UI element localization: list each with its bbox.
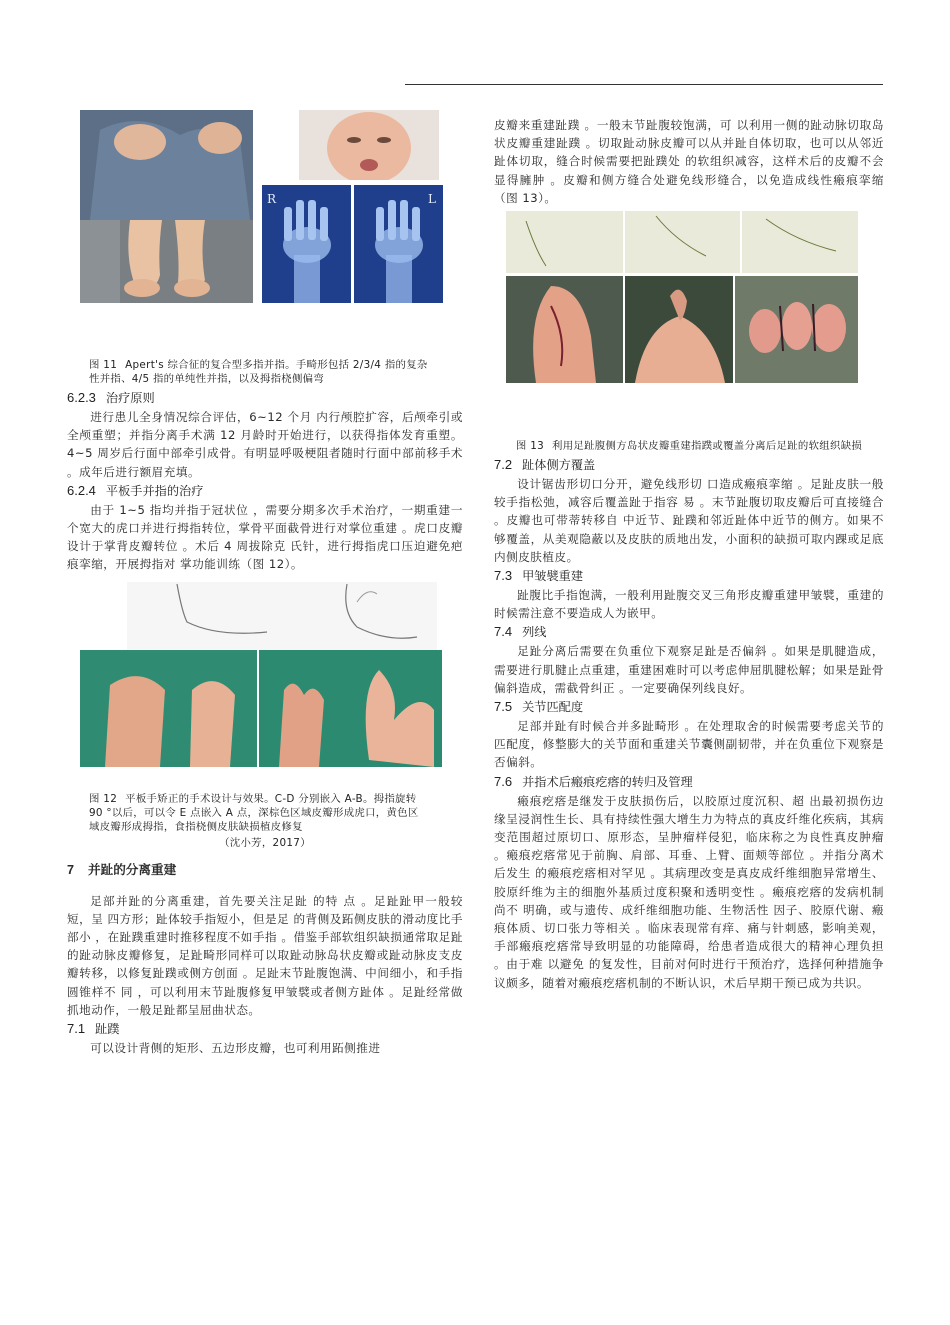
fig11-photo-legs — [80, 110, 253, 303]
fig13-photo-2 — [625, 276, 733, 383]
xray-label-r: R — [267, 192, 277, 206]
heading-title: 列线 — [522, 625, 547, 640]
figure-12 — [67, 582, 463, 782]
heading-title: 治疗原则 — [105, 391, 155, 405]
heading-title: 甲皱襞重建 — [522, 569, 584, 584]
heading-6-2-4 — [67, 481, 463, 501]
heading-num: 7.4 — [494, 624, 513, 640]
fig13-text: 利用足趾腹侧方岛状皮瓣重建指蹼或覆盖分离后足趾的软组织缺损 — [552, 440, 863, 453]
heading-num: 7.6 — [494, 773, 513, 789]
heading-7-6 — [494, 772, 884, 792]
heading-title: 趾体侧方覆盖 — [522, 458, 596, 473]
heading-7-1 — [67, 1019, 463, 1039]
fig13-top-row — [506, 211, 858, 273]
fig13-photo-1 — [506, 276, 623, 383]
heading-num: 7 — [67, 862, 75, 877]
heading-num: 6.2.4 — [67, 482, 96, 498]
heading-num: 7.2 — [494, 457, 513, 473]
para-7-1: 可以设计背侧的矩形、五边形皮瓣，也可利用跖侧推进 — [90, 1041, 381, 1056]
para-7-5: 足部并趾有时候合并多趾畸形 。在处理取舍的时候需要考虑关节的匹配度，修整膨大的关节面和重建关节囊侧副韧带，并在负重位下观察是否偏斜。 — [494, 719, 884, 770]
heading-7 — [67, 860, 463, 880]
heading-num: 6.2.3 — [67, 390, 96, 405]
fig11-xray-right — [262, 185, 351, 303]
para-7-3: 趾腹比手指饱满，一般利用趾腹交叉三角形皮瓣重建甲皱襞，重建的时候需注意不要造成人为嵌甲。 — [494, 588, 884, 621]
para-7-4: 足趾分离后需要在负重位下观察足趾是否偏斜 。如果是肌腱造成，需要进行肌腱止点重建，重建困难时可以考虑伸屈肌腱松解；如果是趾骨偏斜造成，需截骨纠正 。一定要确保列线良好。 — [494, 644, 884, 695]
para-continued: 皮瓣来重建趾蹼 。一般末节趾腹较饱满，可 以利用一侧的趾动脉切取岛状皮瓣重建趾蹼 。切取趾动脉皮瓣可以从并趾自体切取，也可以从邻近趾体切取，缝合时候需要把趾蹼处 的软组织减容，这样术后的皮瓣不会显得臃肿 。皮瓣和侧方缝合处避免线形缝合，以免造成线性瘢痕挛缩（图 13）。 — [494, 118, 884, 205]
left-column — [67, 110, 463, 1057]
figure-11 — [67, 110, 463, 348]
right-column — [494, 116, 884, 992]
fig12-photo-1 — [80, 650, 257, 767]
fig12-label: 图 12 — [89, 792, 118, 805]
heading-num: 7.1 — [67, 1021, 86, 1037]
para-6-2-3: 进行患儿全身情况综合评估，6~12 个月 内行颅腔扩容，后颅牵引或全颅重塑；并指分离手术满 12 月龄时开始进行，以获得指体发育重塑。4~5 周岁后行面中部牵引成骨。有明显呼吸梗阻者随时行面中部前移手术 。成年后进行额眉充填。 — [67, 410, 463, 479]
para-6-2-4: 由于 1~5 指均并指于冠状位 ，需要分期多次手术治疗，一期重建一个宽大的虎口并进行拇指转位，掌骨平面截骨进行对掌位重建 。虎口皮瓣设计于掌背皮瓣转位 。术后 4 周拔除克 氏针，进行拇指虎口压迫避免疤痕挛缩，开展拇指对 掌功能训练（图 12）。 — [67, 502, 463, 572]
para-7: 足部并趾的分离重建，首先要关注足趾 的特 点 。足趾趾甲一般较短，呈 四方形；趾体较手指短小，但是足 的背侧及跖侧皮肤的滑动度比手部小 ，在趾蹼重建时推移程度不如手指 。借鉴手部软组织缺损通常取足趾的趾动脉皮瓣修复，足趾畸形同样可以取趾动脉岛状皮瓣或趾动脉皮支皮瓣转移，以修复趾蹼或侧方创面 。足趾末节趾腹饱满、中间细小，和手指 圆锥样不 同 ，可以利用末节趾腹修复甲皱襞或者侧方趾体 。足趾经常做抓地动作，一般足趾都呈屈曲状态。 — [67, 893, 463, 1017]
fig12-caption — [89, 792, 429, 834]
xray-label-l: L — [428, 192, 436, 206]
heading-title: 并趾的分离重建 — [88, 861, 177, 877]
fig11-label: 图 11 — [89, 359, 118, 371]
heading-title: 平板手并指的治疗 — [105, 483, 204, 498]
para-7-2: 设计锯齿形切口分开，避免线形切 口造成瘢痕挛缩 。足趾皮肤一般较手指松弛，减容后覆盖趾于指容 易 。末节趾腹切取皮瓣后可直接缝合 。皮瓣也可带蒂转移自 中近节、趾蹼和邻近趾体中近节的侧方。如果不够覆盖，从美观隐蔽以及皮肤的质地出发，小面积的缺损可取内踝或足底内侧皮肤植皮。 — [494, 477, 884, 564]
heading-num: 7.5 — [494, 699, 513, 715]
heading-7-3 — [494, 566, 884, 586]
para-7-6: 瘢痕疙瘩是继发于皮肤损伤后，以胶原过度沉积、超 出最初损伤边缘呈浸润性生长、具有持续性强大增生力为特点的真皮纤维化疾病，其病变范围超过原切口、原形态，呈肿瘤样侵犯，临床称之为良性真皮肿瘤 。瘢痕疙瘩常见于前胸、肩部、耳垂、上臂、面颊等部位 。并指分离术后发生 的瘢痕疙瘩相对罕见 。其病理改变是真皮成纤维细胞异常增生、胶原纤维为主的细胞外基质过度积聚和透明变性 。瘢痕疙瘩的发病机制 尚不 明确，或与遗传、成纤维细胞功能、生物活性 因子、胶原代谢、瘢痕体质、切口张力等相关 。临床表现常有痒、痛与针刺感，影响美观，手部瘢痕疙瘩常导致明显的功能障碍，给患者造成很大的精神心理负担 。由于难 以避免 的复发性，目前对何时进行干预治疗，选择何种措施争议颇多，随着对瘢痕疙瘩机制的不断认识，术后早期干预已成为共识。 — [494, 793, 884, 990]
heading-7-2 — [494, 455, 884, 475]
fig13-label: 图 13 — [515, 440, 545, 453]
fig12-credit: （沈小芳，2017） — [219, 836, 311, 849]
heading-title: 关节匹配度 — [522, 700, 584, 715]
heading-7-5 — [494, 697, 884, 717]
fig12-photo-2 — [259, 650, 442, 767]
figure-13 — [494, 211, 884, 383]
heading-title: 趾蹼 — [95, 1022, 120, 1037]
heading-num: 7.3 — [494, 568, 513, 584]
fig13-caption — [494, 439, 884, 453]
heading-title: 并指术后瘢痕疙瘩的转归及管理 — [522, 774, 693, 789]
fig12-drawing — [127, 582, 437, 650]
header-rule — [405, 84, 883, 85]
fig12-text: 平板手矫正的手术设计与效果。C-D 分别嵌入 A-B。拇指旋转 90 °以后，可以令 E 点嵌入 A 点，深棕色区域皮瓣形成虎口，黄色区域皮瓣形成拇指，食指桡侧皮肤缺损植皮修复 — [89, 792, 419, 833]
heading-6-2-3 — [67, 388, 463, 408]
fig11-photo-face — [299, 110, 439, 180]
fig11-caption — [89, 358, 429, 386]
fig11-xray-left — [354, 185, 443, 303]
fig11-text: Apert's 综合征的复合型多指并指。手畸形包括 2/3/4 指的复杂性并指、4/5 指的单纯性并指，以及拇指桡侧偏弯 — [89, 359, 428, 385]
heading-7-4 — [494, 622, 884, 642]
fig13-photo-3 — [735, 276, 858, 383]
